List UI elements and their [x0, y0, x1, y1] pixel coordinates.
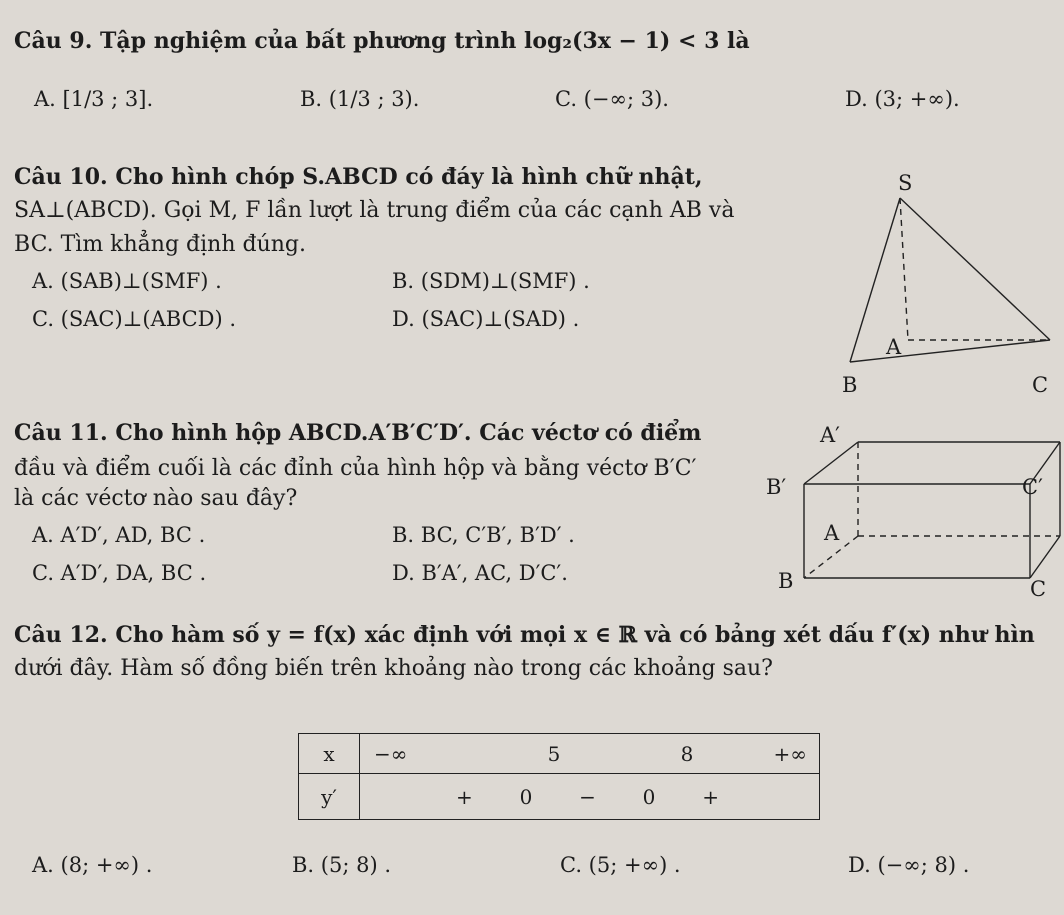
edge-ab	[804, 536, 858, 578]
label-a: A	[886, 335, 902, 359]
q10-option-c: C. (SAC)⊥(ABCD) .	[32, 307, 237, 331]
q10-option-b: B. (SDM)⊥(SMF) .	[392, 269, 590, 293]
q12-option-c: C. (5; +∞) .	[560, 853, 681, 877]
q11-option-d: D. B′A′, AC, D′C′.	[392, 561, 568, 585]
q11-option-b: B. BC, C′B′, B′D′ .	[392, 523, 575, 547]
sign-table	[298, 733, 820, 820]
edge-d1c1	[1030, 442, 1060, 484]
q9-option-d: D. (3; +∞).	[845, 87, 960, 111]
edge-a1b1	[804, 442, 858, 484]
label-c1: C′	[1022, 475, 1043, 499]
y-value: −	[579, 784, 596, 809]
q9-option-b: B. (1/3 ; 3).	[300, 87, 420, 111]
q9-stem: Câu 9. Tập nghiệm của bất phương trình log₂(3x − 1) < 3 là	[14, 28, 750, 54]
edge-dc	[1030, 536, 1060, 578]
q11-option-a: A. A′D′, AD, BC .	[32, 523, 206, 547]
y-value: +	[702, 784, 719, 809]
q10-option-a: A. (SAB)⊥(SMF) .	[32, 269, 222, 293]
q11-stem-line3: là các véctơ nào sau đây?	[14, 486, 298, 511]
label-c: C	[1032, 373, 1049, 397]
q11-stem-line1: Câu 11. Cho hình hộp ABCD.A′B′C′D′. Các véctơ có điểm	[14, 420, 702, 446]
edge-bc	[850, 340, 1050, 362]
q11-option-c: C. A′D′, DA, BC .	[32, 561, 207, 585]
q12-stem-line1: Câu 12. Cho hàm số y = f(x) xác định với mọi x ∈ ℝ và có bảng xét dấu f′(x) như hìn	[14, 622, 1035, 648]
label-a1: A′	[820, 423, 840, 447]
sign-table-x-row	[360, 734, 820, 774]
x-value: 8	[680, 741, 694, 766]
q12-option-b: B. (5; 8) .	[292, 853, 391, 877]
q9-option-a: A. [1/3 ; 3].	[34, 87, 154, 111]
x-value: +∞	[773, 741, 807, 766]
label-b-box: B	[778, 569, 794, 593]
edge-sc	[900, 198, 1050, 340]
q10-stem-line3: BC. Tìm khẳng định đúng.	[14, 232, 306, 257]
y-value: 0	[642, 784, 656, 809]
sign-table-y-row	[360, 774, 820, 820]
q11-stem-line2: đầu và điểm cuối là các đỉnh của hình hộp và bằng véctơ B′C′	[14, 456, 697, 481]
label-a-box: A	[824, 521, 840, 545]
q10-option-d: D. (SAC)⊥(SAD) .	[392, 307, 580, 331]
label-c-box: C	[1030, 577, 1047, 601]
y-value: +	[456, 784, 473, 809]
x-value: 5	[547, 741, 561, 766]
label-b1: B′	[766, 475, 787, 499]
q12-option-d: D. (−∞; 8) .	[848, 853, 970, 877]
edge-sa	[900, 198, 908, 340]
q9-option-c: C. (−∞; 3).	[555, 87, 669, 111]
q10-stem-line1: Câu 10. Cho hình chóp S.ABCD có đáy là hình chữ nhật,	[14, 164, 703, 190]
y-value: 0	[519, 784, 533, 809]
sign-table-x-label: x	[299, 734, 360, 774]
q12-option-a: A. (8; +∞) .	[32, 853, 153, 877]
edge-sb	[850, 198, 900, 362]
q10-stem-line2: SA⊥(ABCD). Gọi M, F lần lượt là trung điểm của các cạnh AB và	[14, 198, 735, 223]
q12-stem-line2: dưới đây. Hàm số đồng biến trên khoảng nào trong các khoảng sau?	[14, 656, 773, 681]
sign-table-y-label: y′	[299, 774, 360, 820]
x-value: −∞	[374, 741, 408, 766]
label-b: B	[842, 373, 858, 397]
label-s: S	[898, 171, 913, 195]
